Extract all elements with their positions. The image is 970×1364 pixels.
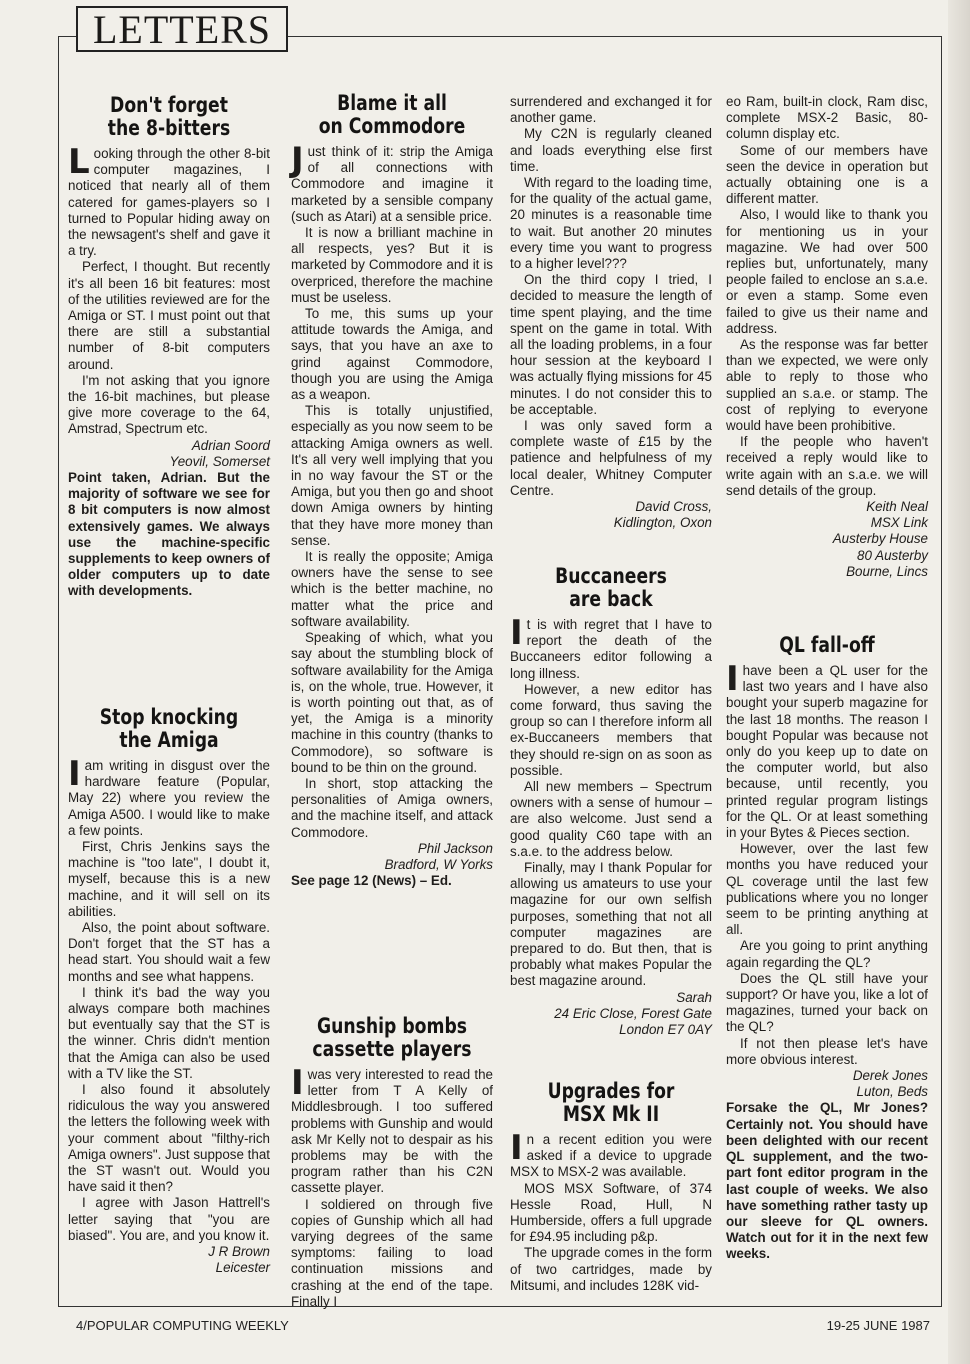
letter-body [68,142,270,438]
signature-postcode: London E7 0AY [619,1022,712,1038]
dropcap: J [291,140,304,180]
paragraph: Perfect, I thought. But recently it's all been 16 bit features: most of the utilities reviewed are for the Amiga or ST. I must point out that there are still a substantial number of 8-bit computers around. [68,259,270,372]
paragraph: If not then please let's have more obvious interest. [726,1035,928,1067]
signature-place: Leicester [215,1260,270,1276]
paragraph: First, Chris Jenkins says the machine is "too late", I doubt it, myself, because this is a new machine, and it will sell on its abilities. [68,839,270,919]
signature-name: J R Brown [208,1244,270,1260]
paragraph: It is now a brilliant machine in all respects, yes? But it is marketed by Commodore and it is overpriced, therefore the machine must be useless. [291,225,493,305]
signature-name: Sarah [676,989,712,1005]
letter-body [291,140,493,841]
signature-street: 80 Austerby [857,547,928,563]
letter-buccaneers [510,565,712,1038]
paragraph: This is totally unjustified, especially as you now seem to be attacking Amiga owners as well. It's all very well implying that you in no way favour the ST or the Amiga, but you then go and shoot down Amiga owners by hinting that they have more money than sense. [291,403,493,548]
paragraph: Speaking of which, what you say about the stumbling block of software availability for the Amiga is, on the whole, true. However, it is worth pointing out that, as of yet, the Amiga is a minority machine in this country (thanks to Commodore), so software is bound to be thin on the ground. [291,630,493,775]
section-title-box [76,6,288,52]
page-edge [948,0,970,1364]
paragraph: However, a new editor has come forward, thus saving the group so can I therefore inform all ex-Buccaneers members that they should re-sign on as soon as possible. [510,681,712,778]
letter-ql [726,634,928,1263]
letter-body [726,659,928,1068]
paragraph: n a recent edition you were asked if a device to upgrade MSX to MSX-2 was available. [510,1132,712,1180]
letter-headline: Upgrades for MSX Mk II [547,1079,675,1126]
letter-gunship [291,1015,493,1310]
dropcap: I [510,1128,523,1168]
dropcap: I [291,1063,304,1103]
paragraph: was very interested to read the letter from T A Kelly of Middlesbrough. I too suffered problems with Gunship and would ask Mr Kelly not to despair as his problems may be with the program rather than his C2N cassette player. [291,1067,493,1196]
paragraph: Are you going to print anything again regarding the QL? [726,938,928,970]
paragraph: ooking through the other 8-bit computer magazines, I noticed that nearly all of them catered for games-players so I turned to Popular hiding away on the newsagent's shelf and gave it a try. [68,146,270,259]
signature-place: Bradford, W Yorks [384,856,493,872]
paragraph: I was only saved form a complete waste of £15 by the patience and helpfulness of my local dealer, Whitney Computer Centre. [510,418,712,498]
signature-name: Adrian Soord [191,437,270,453]
paragraph: It is really the opposite; Amiga owners have the sense to see which is the better machine, no matter what the price and software availability. [291,549,493,629]
paragraph: t is with regret that I have to report the death of the Buccaneers editor following a long illness. [510,617,712,681]
signature-place: Kidlington, Oxon [613,515,712,531]
letter-headline: Gunship bombs cassette players [312,1014,472,1061]
signature-address: 24 Eric Close, Forest Gate [554,1005,712,1021]
editor-reply: Point taken, Adrian. But the majority of software we see for 8 bit computers is now almost extensively games. We always use the machine-specific supplements to keep owners of older computers up to date with developments. [68,470,270,599]
paragraph: With regard to the loading time, for the quality of the actual game, 20 minutes is a reasonable time to wait. But another 20 minutes every time you want to progress to a higher level??? [510,175,712,272]
dropcap: I [510,613,523,653]
signature-place: Yeovil, Somerset [169,453,270,469]
paragraph: Does the QL still have your support? Or have you, like a lot of magazines, turned your back on the QL? [726,970,928,1035]
paragraph: I'm not asking that you ignore the 16-bit machines, but please give more coverage to the 64, Amstrad, Spectrum etc. [68,372,270,437]
frame-rule-left [58,36,59,1306]
paragraph: However, over the last few months you have reduced your QL coverage until the last few publications where you no longer seem to be printing anything at all. [726,841,928,938]
letter-body [291,1063,493,1310]
signature-name: David Cross, [635,499,712,515]
paragraph: I agree with Jason Hattrell's letter saying that "you are biased". You are, and you know it. [68,1195,270,1243]
paragraph: surrendered and exchanged it for another game. [510,94,712,126]
frame-rule-bottom [58,1306,942,1307]
paragraph: The upgrade comes in the form of two cartridges, made by Mitsumi, and includes 128K vid- [510,1245,712,1293]
letter-body [726,94,928,499]
paragraph: Also, the point about software. Don't forget that the ST has a head start. You should wait a few months and see what happens. [68,920,270,984]
paragraph: I think it's bad the way you always compare both machines but eventually say that the ST is the winner. Chris didn't mention that the Amiga can also be used with a TV like the ST. [68,984,270,1081]
letter-headline: QL fall-off [779,633,875,657]
paragraph: On the third copy I tried, I decided to measure the length of time spent playing, and the time spent on the game in total. With all the loading problems, in a four hour session at the keyboard I was actually flying missions for 45 minutes. I do not consider this to be acceptable. [510,272,712,417]
paragraph: Finally, may I thank Popular for allowing us amateurs to use your magazine for our own selfish purposes, something that not all computer magazines are prepared to do. But then, that is probably what makes Popular the best magazine around. [510,860,712,989]
paragraph: If the people who haven't received a reply would like to write again with an s.a.e. we will send details of the group. [726,434,928,498]
paragraph: I also found it absolutely ridiculous the way you answered the letters the following week with your comment about "filthy-rich Amiga owners". Just suppose that the ST wasn't out. Would you have said it then? [68,1082,270,1195]
paragraph: As the response was far better than we expected, we were only able to reply to those who supplied an s.a.e. or stamp. The cost of replying to everyone would have been prohibitive. [726,337,928,434]
signature-name: Keith Neal [866,499,928,515]
letter-gunship-continued [510,94,712,531]
letter-headline: Don't forget the 8-bitters [107,93,231,140]
signature-group: MSX Link [870,515,928,531]
letter-body [68,754,270,1244]
signature-place: Luton, Beds [856,1084,928,1100]
letter-headline: Blame it all on Commodore [318,91,466,138]
paragraph: To me, this sums up your attitude towards the Amiga, and says, that you have an axe to grind against Commodore, though you are using the Amiga as a weapon. [291,306,493,403]
dropcap: I [68,754,81,794]
signature-name: Phil Jackson [417,840,493,856]
letter-body [510,94,712,499]
letter-msx [510,1080,712,1294]
signature-address: Austerby House [832,531,928,547]
dropcap: L [68,142,90,182]
signature-name: Derek Jones [852,1068,928,1084]
paragraph: My C2N is regularly cleaned and loads everything else first time. [510,126,712,174]
letter-msx-continued [726,94,928,580]
paragraph: In short, stop attacking the personalities of Amiga owners, and the machine itself, and attack Commodore. [291,775,493,840]
letter-body [510,1128,712,1294]
letter-commodore [291,92,493,889]
paragraph: All new members – Spectrum owners with a sense of humour – are also welcome. Just send a good quality C60 tape with an s.a.e. to the address below. [510,779,712,859]
paragraph: am writing in disgust over the hardware feature (Popular, May 22) where you review the Amiga A500. I would like to make a few points. [68,758,270,838]
paragraph: ust think of it: strip the Amiga of all connections with Commodore and imagine it marketed by a sensible company (such as Atari) at a sensible price. [291,144,493,224]
section-title: LETTERS [92,6,272,52]
footer-date: 19-25 JUNE 1987 [826,1318,930,1333]
dropcap: I [726,659,739,699]
letter-headline: Buccaneers are back [555,564,667,611]
signature-town: Bourne, Lincs [846,563,928,579]
paragraph: MOS MSX Software, of 374 Hessle Road, Hull, N Humberside, offers a full upgrade for £94.95 including p&p. [510,1180,712,1245]
paragraph: Some of our members have seen the device in operation but actually obtaining one is a different matter. [726,142,928,207]
letter-amiga [68,706,270,1277]
paragraph: I soldiered on through five copies of Gunship which all had varying degrees of the same symptoms: failing to load continuation missions and crashing at the end of the tape. Finally I [291,1196,493,1309]
footer-publication: 4/POPULAR COMPUTING WEEKLY [76,1318,289,1333]
paragraph: have been a QL user for the last two years and I have also bought your superb magazine for the last 18 months. The reason I bought Popular was because not only do you keep up to date on the computer world, but also because, until recently, you printed regular program listings for the QL. Or at least something in your Bytes & Pieces section. [726,663,928,841]
frame-rule-right [941,36,942,1306]
paragraph: eo Ram, built-in clock, Ram disc, complete MSX-2 Basic, 80-column display etc. [726,94,928,142]
letter-headline: Stop knocking the Amiga [99,705,239,752]
letter-body [510,613,712,990]
letter-eightbit [68,94,270,600]
paragraph: Also, I would like to thank you for mentioning us in your magazine. We had over 500 replies but, unfortunately, many people failed to enclose an s.a.e. or even a stamp. Some even failed to give us their name and address. [726,207,928,336]
editor-reply: See page 12 (News) – Ed. [291,873,452,889]
editor-reply: Forsake the QL, Mr Jones? Certainly not. You should have been delighted with our recent QL supplement, and the two-part font editor program in the last couple of weeks. We also have something rather tasty up our sleeve for QL owners. Watch out for it in the next few weeks. [726,1100,928,1262]
